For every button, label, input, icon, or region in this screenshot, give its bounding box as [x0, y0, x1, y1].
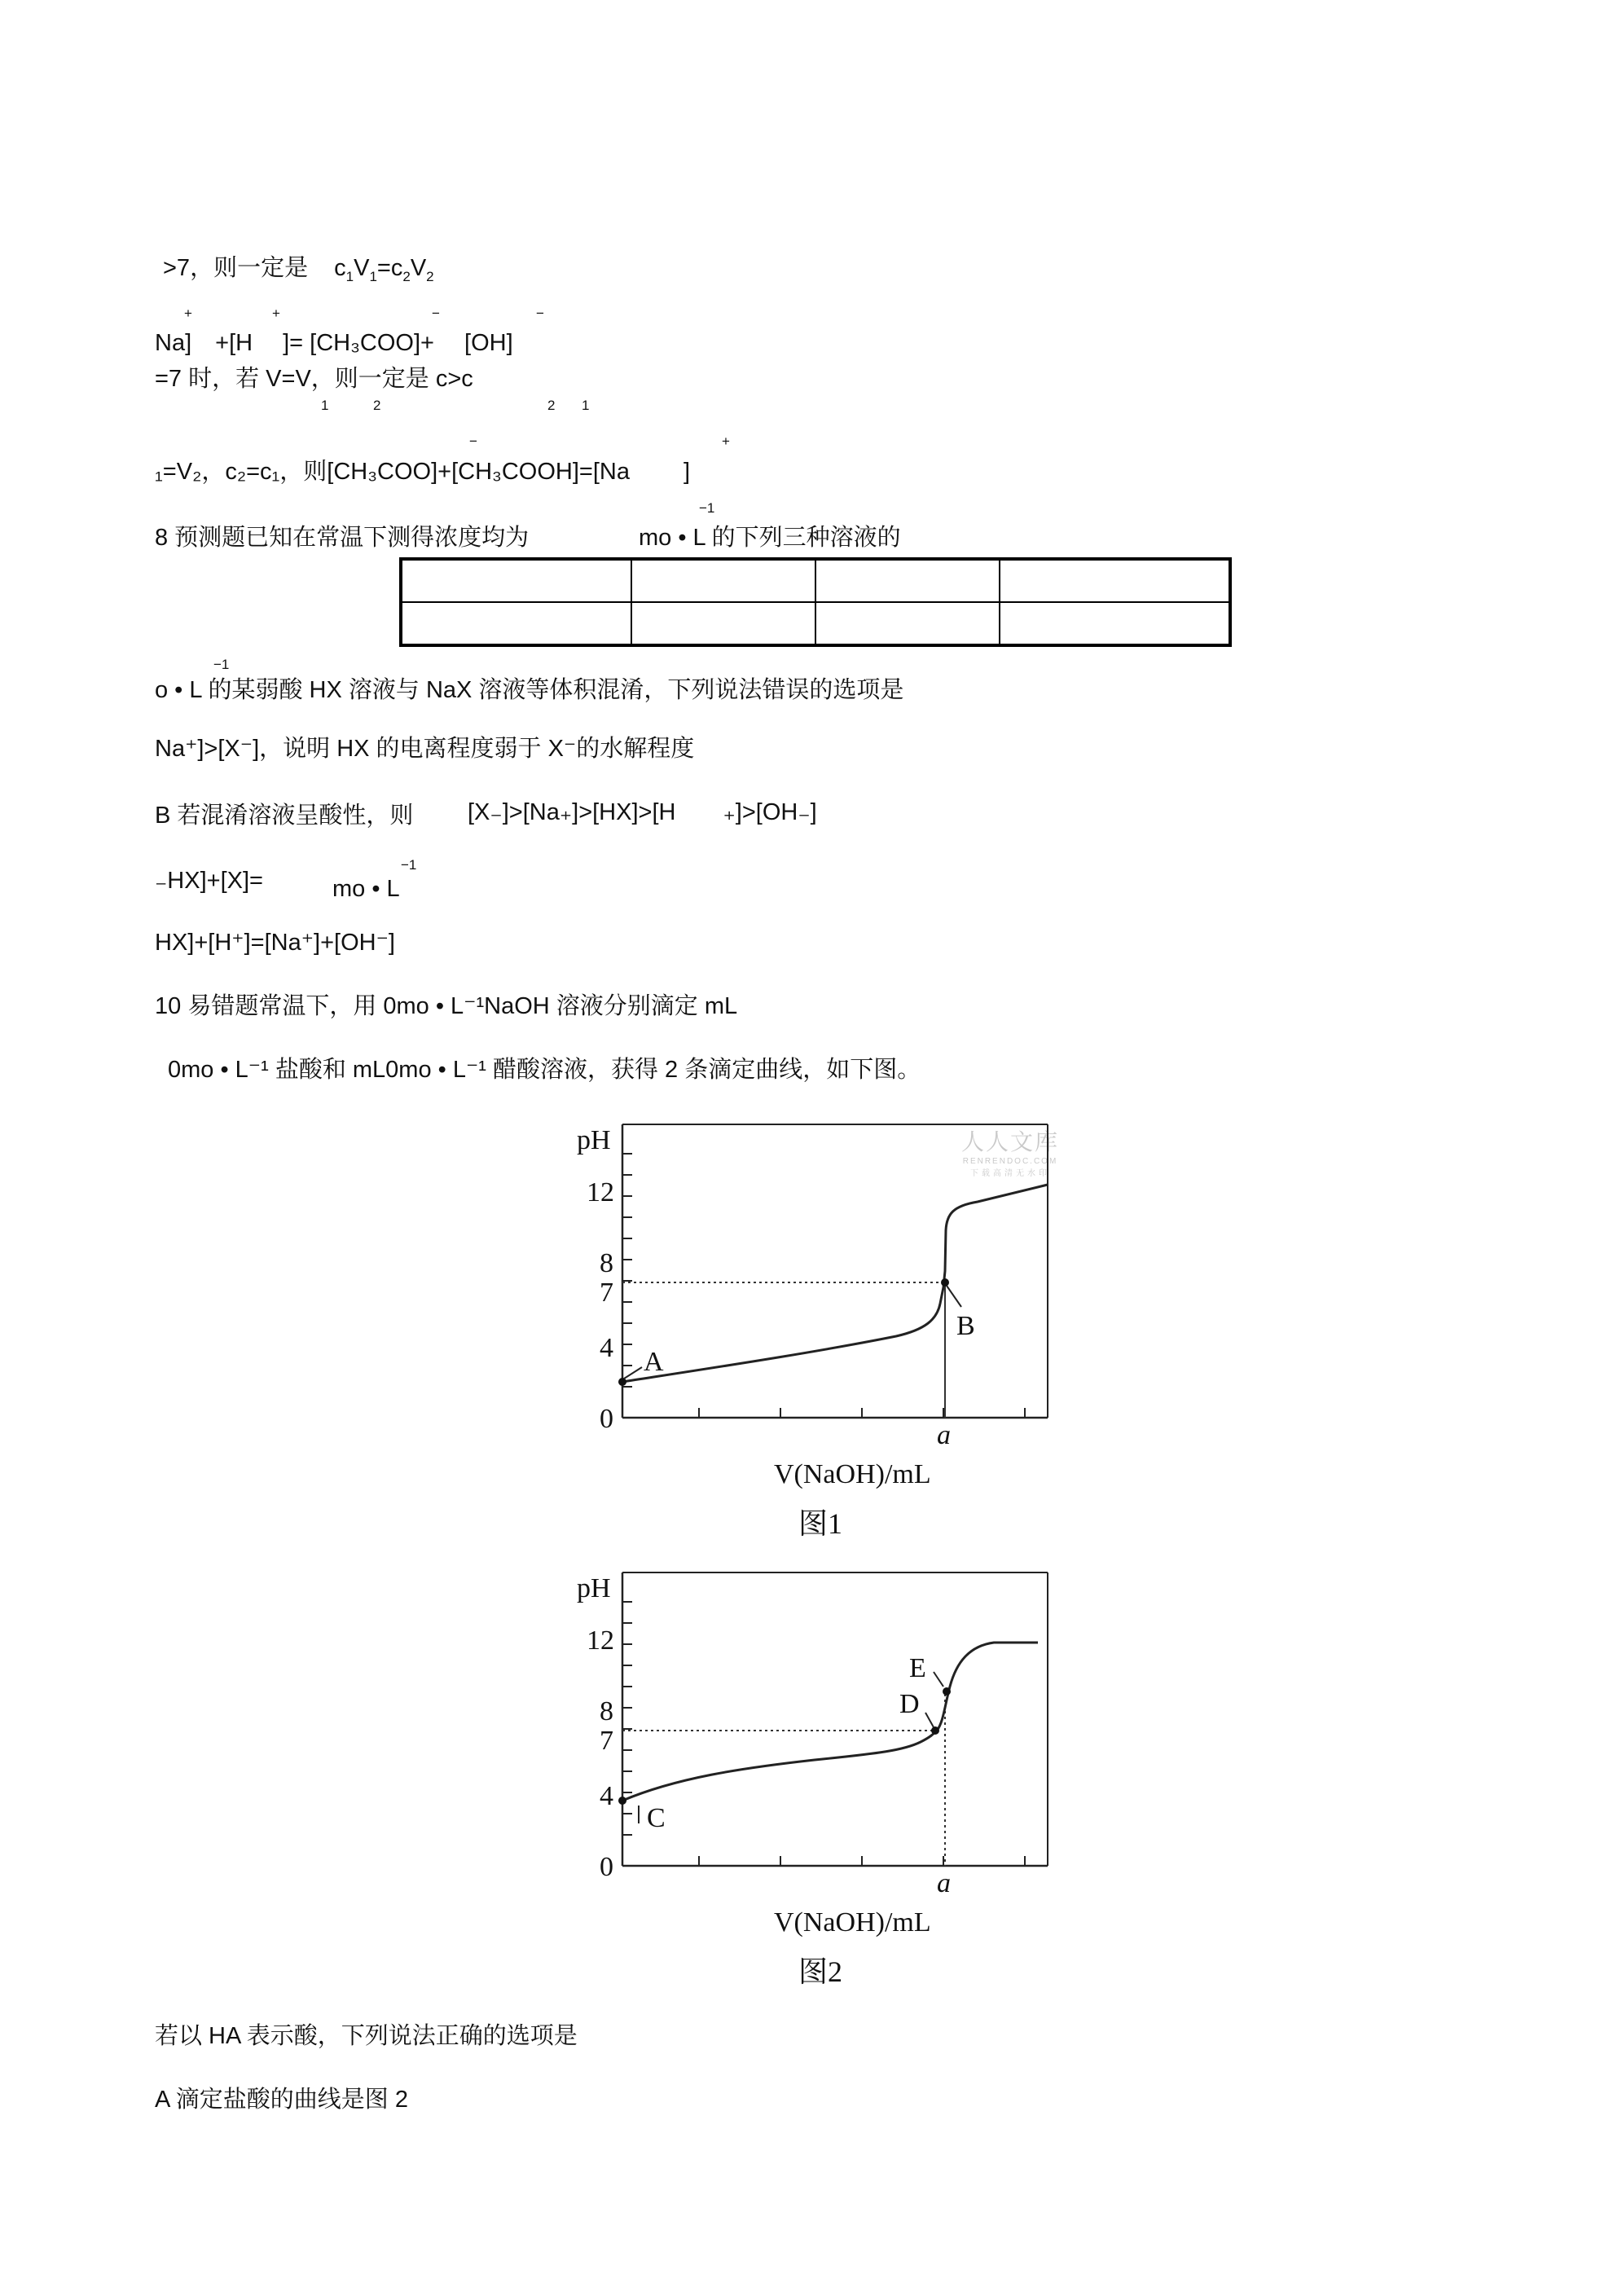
subscript-2: 2 [373, 398, 381, 413]
subscript-1: 1 [321, 398, 329, 413]
chart1-y-tick-8: 8 [600, 1248, 613, 1278]
line-5a: 8 预测题已知在常温下测得浓度均为 [155, 525, 530, 551]
chart1-pointer-B [947, 1286, 961, 1307]
superscript-minus1-c: −1 [401, 857, 417, 873]
chart2-minor-x-ticks [699, 1856, 1025, 1866]
chart1-label-A: A [644, 1347, 664, 1377]
chart2-pointer-D [925, 1713, 934, 1727]
line-13: 若以 HA 表示酸，下列说法正确的选项是 [155, 2023, 578, 2049]
chart2-point-E [943, 1687, 951, 1696]
table-cell [631, 602, 815, 645]
chart1-y-tick-0: 0 [600, 1404, 613, 1434]
chart2-y-tick-4: 4 [600, 1781, 613, 1811]
line-8a: B 若混淆溶液呈酸性，则 [155, 803, 414, 829]
line-4: ₁=V₂，c₂=c₁，则[CH₃COO]+[CH₃COOH]=[Na ] [155, 459, 691, 485]
line-11: 10 易错题常温下，用 0mo • L⁻¹NaOH 溶液分别滴定 mL [155, 993, 738, 1019]
titration-chart-1 [554, 1116, 1075, 1556]
superscript-plus-3: + [722, 433, 730, 449]
chart2-y-tick-7: 7 [600, 1726, 613, 1756]
line-6: o • L 的某弱酸 HX 溶液与 NaX 溶液等体积混淆，下列说法错误的选项是 [155, 677, 904, 703]
chart2-point-D [931, 1726, 939, 1735]
chart2-pointer-E [934, 1672, 943, 1687]
superscript-minus1-b: −1 [213, 657, 230, 672]
chart2-caption: 图2 [798, 1955, 843, 1988]
titration-chart-2 [554, 1564, 1075, 2004]
chart2-titration-curve [622, 1643, 1038, 1801]
chart1-point-A [618, 1378, 626, 1386]
line-5b: mo • L 的下列三种溶液的 [639, 525, 901, 551]
chart2-x-tick-a: a [937, 1868, 951, 1898]
watermark: 人人文库 RENRENDOC.COM 下载高清无水印 [961, 1128, 1060, 1178]
chart1-xlabel: V(NaOH)/mL [774, 1459, 931, 1489]
line-7: Na⁺]>[X⁻]，说明 HX 的电离程度弱于 X⁻的水解程度 [155, 736, 695, 762]
superscript-minus-2: − [536, 306, 544, 321]
chart2-y-tick-12: 12 [587, 1625, 614, 1656]
chart1-y-tick-4: 4 [600, 1333, 613, 1363]
chart1-ylabel: pH [577, 1125, 611, 1155]
chart2-xlabel: V(NaOH)/mL [774, 1907, 931, 1938]
chart1-minor-y-ticks [622, 1154, 632, 1387]
chart1-x-tick-a: a [937, 1420, 951, 1450]
superscript-plus-2: + [272, 306, 280, 321]
superscript-minus1-a: −1 [699, 500, 715, 516]
chart1-point-B [941, 1278, 949, 1287]
line-2: Na] +[H ]= [CH₃COO]+ [OH] [155, 330, 513, 356]
superscript-minus-1: − [432, 306, 440, 321]
table-cell [401, 602, 631, 645]
chart2-y-tick-8: 8 [600, 1696, 613, 1726]
chart2-label-D: D [899, 1689, 920, 1719]
table-cell [401, 559, 631, 602]
line-14: A 滴定盐酸的曲线是图 2 [155, 2087, 408, 2113]
chart1-y-tick-12: 12 [587, 1177, 614, 1207]
chart1-y-tick-7: 7 [600, 1278, 613, 1308]
table-cell [815, 559, 1000, 602]
chart2-label-E: E [909, 1653, 926, 1683]
chart1-pointer-A [624, 1367, 642, 1379]
line-12: 0mo • L⁻¹ 盐酸和 mL0mo • L⁻¹ 醋酸溶液，获得 2 条滴定曲线，如下图。 [168, 1057, 921, 1083]
chart2-point-C [618, 1797, 626, 1805]
table-cell [631, 559, 815, 602]
line-3: =7 时，若 V=V，则一定是 c>c [155, 366, 473, 392]
subscript-2b: 2 [547, 398, 556, 413]
subscript-1b: 1 [582, 398, 590, 413]
chart1-label-B: B [956, 1311, 975, 1341]
chart2-label-C: C [647, 1803, 666, 1833]
chart1-caption: 图1 [798, 1507, 843, 1540]
superscript-plus-1: + [184, 306, 192, 321]
line-8b: [X₋]>[Na₊]>[HX]>[H ₊]>[OH₋] [468, 799, 817, 825]
table-cell [1000, 602, 1230, 645]
line-9b: mo • L [332, 876, 400, 902]
table-cell [1000, 559, 1230, 602]
line-9a: ₋HX]+[X]= [155, 868, 263, 894]
chart2-ylabel: pH [577, 1573, 611, 1603]
superscript-minus-3: − [469, 433, 477, 449]
chart2-y-tick-0: 0 [600, 1852, 613, 1882]
line-10: HX]+[H⁺]=[Na⁺]+[OH⁻] [155, 930, 395, 956]
line-1: >7，则一定是 $c_1V_1=c_2V_2$ [163, 255, 434, 284]
table-cell [815, 602, 1000, 645]
chart1-minor-x-ticks [699, 1408, 1025, 1418]
blank-table [399, 557, 1232, 647]
